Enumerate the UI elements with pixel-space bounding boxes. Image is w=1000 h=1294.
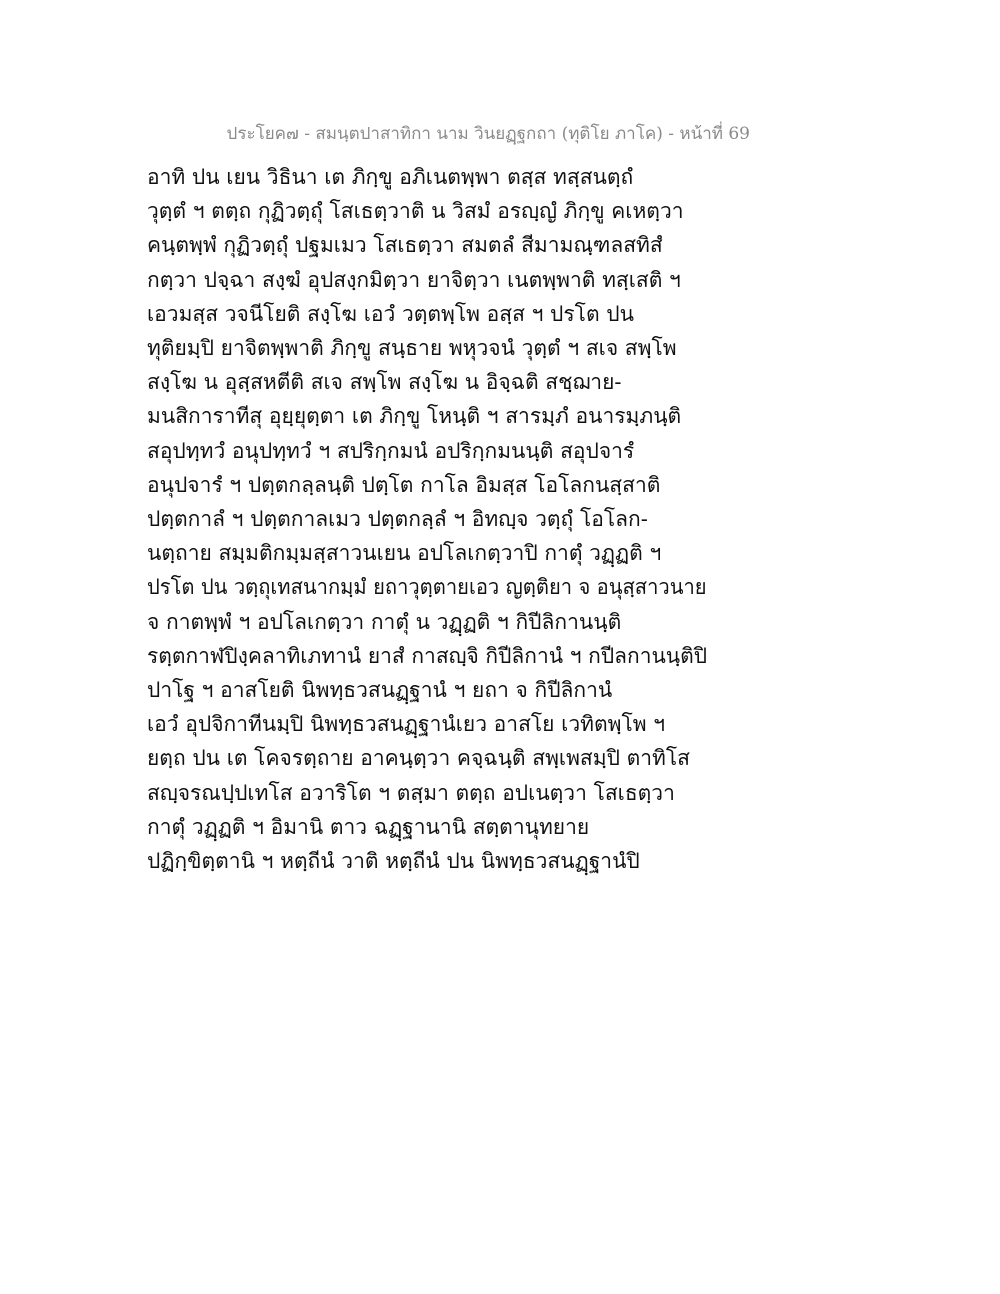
text-line: กาตุํ วฏฺฏติ ฯ อิมานิ ตาว ฉฏฺฐานานิ สตฺตานุทยาย	[147, 814, 590, 839]
text-line: อาทิ ปน เยน วิธินา เต ภิกฺขู อภิเนตพฺพา ตสฺส ทสฺสนตฺถํ	[147, 165, 634, 189]
text-line: ยตฺถ ปน เต โคจรตฺถาย อาคนฺตฺวา คจฺฉนฺติ สพฺเพสมฺปิ ตาทิโส	[147, 746, 690, 771]
text-line: ปฏิกฺขิตฺตานิ ฯ หตฺถีนํ วาติ หตฺถีนํ ปน นิพทฺธวสนฏฺฐานํปิ	[147, 849, 640, 874]
text-line: วุตฺตํ ฯ ตตฺถ กุฏิวตฺถุํ โสเธตฺวาติ น วิสมํ อรญฺญํ ภิกฺขู คเหตฺวา	[147, 199, 684, 224]
text-line: มนสิการาทีสุ อุยฺยุตฺตา เต ภิกฺขู โหนฺติ ฯ สารมฺภํ อนารมฺภนฺติ	[147, 404, 682, 429]
text-line: จ กาตพฺพํ ฯ อปโลเกตฺวา กาตุํ น วฏฺฏติ ฯ กิปีลิกานนฺติ	[147, 609, 622, 634]
text-line: ปาโฐ ฯ อาสโยติ นิพทฺธวสนฏฺฐานํ ฯ ยถา จ กิปีลิกานํ	[147, 678, 613, 703]
text-line: เอวมสฺส วจนีโยติ สงฺโฆ เอวํ วตฺตพฺโพ อสฺส ฯ ปรโต ปน	[147, 301, 634, 326]
body-text	[147, 160, 707, 878]
text-line: ปรโต ปน วตฺถุเทสนากมฺมํ ยถาวุตฺตายเอว ญตฺติยา จ อนุสฺสาวนาย	[147, 575, 707, 600]
text-line: ปตฺตกาลํ ฯ ปตฺตกาลเมว ปตฺตกลฺลํ ฯ อิทญฺจ วตฺถุํ โอโลก-	[147, 507, 648, 532]
text-line: สงฺโฆ น อุสฺสหตีติ สเจ สพฺโพ สงฺโฆ น อิจฺฉติ สชฺฌาย-	[147, 370, 622, 395]
text-line: นตฺถาย สมฺมติกมฺมสฺสาวนเยน อปโลเกตฺวาปิ กาตุํ วฏฺฏติ ฯ	[147, 541, 662, 566]
text-line: สอุปทฺทวํ อนุปทฺทวํ ฯ สปริกฺกมนํ อปริกฺกมนนฺติ สอุปจารํ	[147, 438, 635, 463]
text-line: ทุติยมฺปิ ยาจิตพฺพาติ ภิกฺขู สนฺธาย พหุวจนํ วุตฺตํ ฯ สเจ สพฺโพ	[147, 336, 677, 361]
text-line: สญฺจรณปฺปเทโส อวาริโต ฯ ตสฺมา ตตฺถ อปเนตฺวา โสเธตฺวา	[147, 780, 675, 805]
text-line: รตฺตกาฬปิงฺคลาทิเภทานํ ยาสํ กาสญฺจิ กิปีลิกานํ ฯ กปีลกานนฺติปิ	[147, 643, 708, 668]
text-line: กตฺวา ปจฺฉา สงฺฆํ อุปสงฺกมิตฺวา ยาจิตฺวา เนตพฺพาติ ทสฺเสติ ฯ	[147, 267, 681, 292]
text-line: เอวํ อุปจิกาทีนมฺปิ นิพทฺธวสนฏฺฐานํเยว อาสโย เวทิตพฺโพ ฯ	[147, 712, 666, 737]
running-header: ประโยค๗ - สมนฺตปาสาทิกา นาม วินยฏฺฐกถา (ทุติโย ภาโค) - หน้าที่ 69	[226, 124, 750, 144]
text-line: อนุปจารํ ฯ ปตฺตกลฺลนฺติ ปตฺโต กาโล อิมสฺส โอโลกนสฺสาติ	[147, 472, 661, 497]
text-line: คนฺตพฺพํ กุฏิวตฺถุํ ปฐมเมว โสเธตฺวา สมตลํ สีมามณฺฑลสทิสํ	[147, 233, 663, 258]
